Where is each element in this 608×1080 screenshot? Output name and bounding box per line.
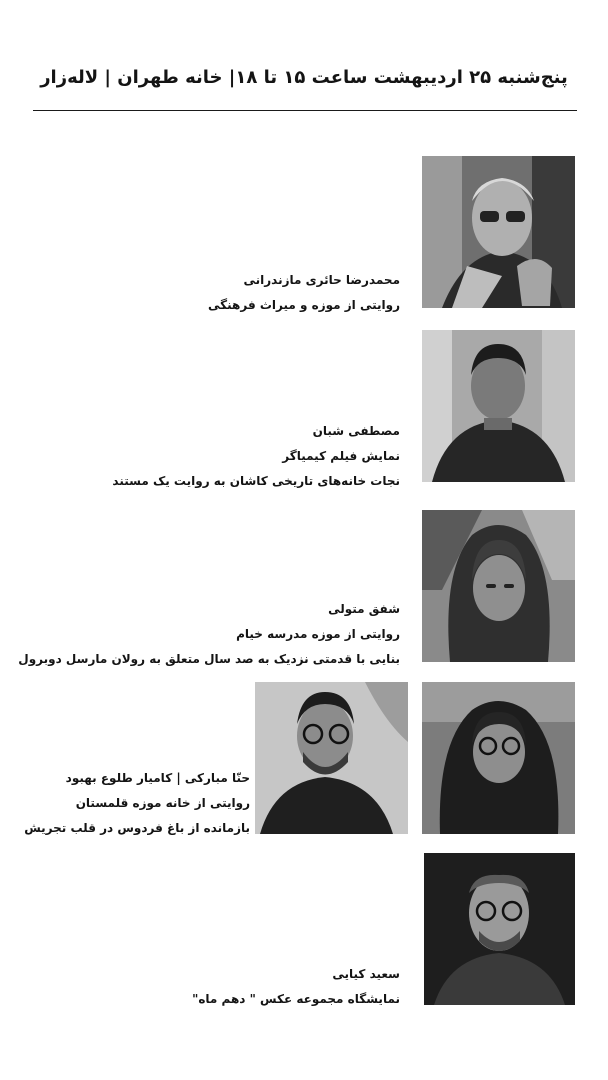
speaker-topic-detail: نجات خانه‌های تاریخی کاشان به روایت یک مستند — [112, 474, 400, 488]
speaker-text-3 — [18, 597, 400, 672]
speaker-topic: روایتی از خانه موزه قلمستان — [75, 796, 250, 810]
header-divider — [33, 110, 577, 111]
speaker-photo-1 — [422, 156, 575, 308]
speaker-name: مصطفی شبان — [312, 424, 400, 438]
speaker-topic: روایتی از موزه و میراث فرهنگی — [208, 298, 400, 312]
speaker-topic: نمایشگاه مجموعه عکس " دهم ماه" — [192, 992, 400, 1006]
speaker-name: سعید کیایی — [332, 967, 400, 981]
speaker-name: شفق متولی — [328, 602, 400, 616]
speaker-text-5 — [192, 962, 400, 1012]
speaker-topic-detail: بنایی با قدمتی نزدیک به صد سال متعلق به رولان مارسل دوبرول — [18, 652, 400, 666]
speaker-topic-detail: بازمانده از باغ فردوس در قلب تجریش — [24, 821, 250, 835]
speaker-name: محمدرضا حائری مازندرانی — [243, 273, 400, 287]
speaker-photo-4b — [422, 682, 575, 834]
speaker-text-2 — [112, 419, 400, 494]
speaker-topic: روایتی از موزه مدرسه خیام — [236, 627, 400, 641]
speaker-text-4 — [24, 766, 250, 841]
speaker-topic: نمایش فیلم کیمیاگر — [282, 449, 400, 463]
speaker-photo-4a — [255, 682, 408, 834]
speaker-photo-3 — [422, 510, 575, 662]
event-title: پنج‌شنبه ۲۵ اردیبهشت ساعت ۱۵ تا ۱۸| خانه طهران | لاله‌زار — [40, 67, 568, 88]
speaker-text-1 — [208, 268, 400, 318]
speaker-name: حنّا مبارکی | کامیار طلوع بهبود — [65, 771, 250, 785]
speaker-photo-2 — [422, 330, 575, 482]
speaker-photo-5 — [424, 853, 575, 1005]
